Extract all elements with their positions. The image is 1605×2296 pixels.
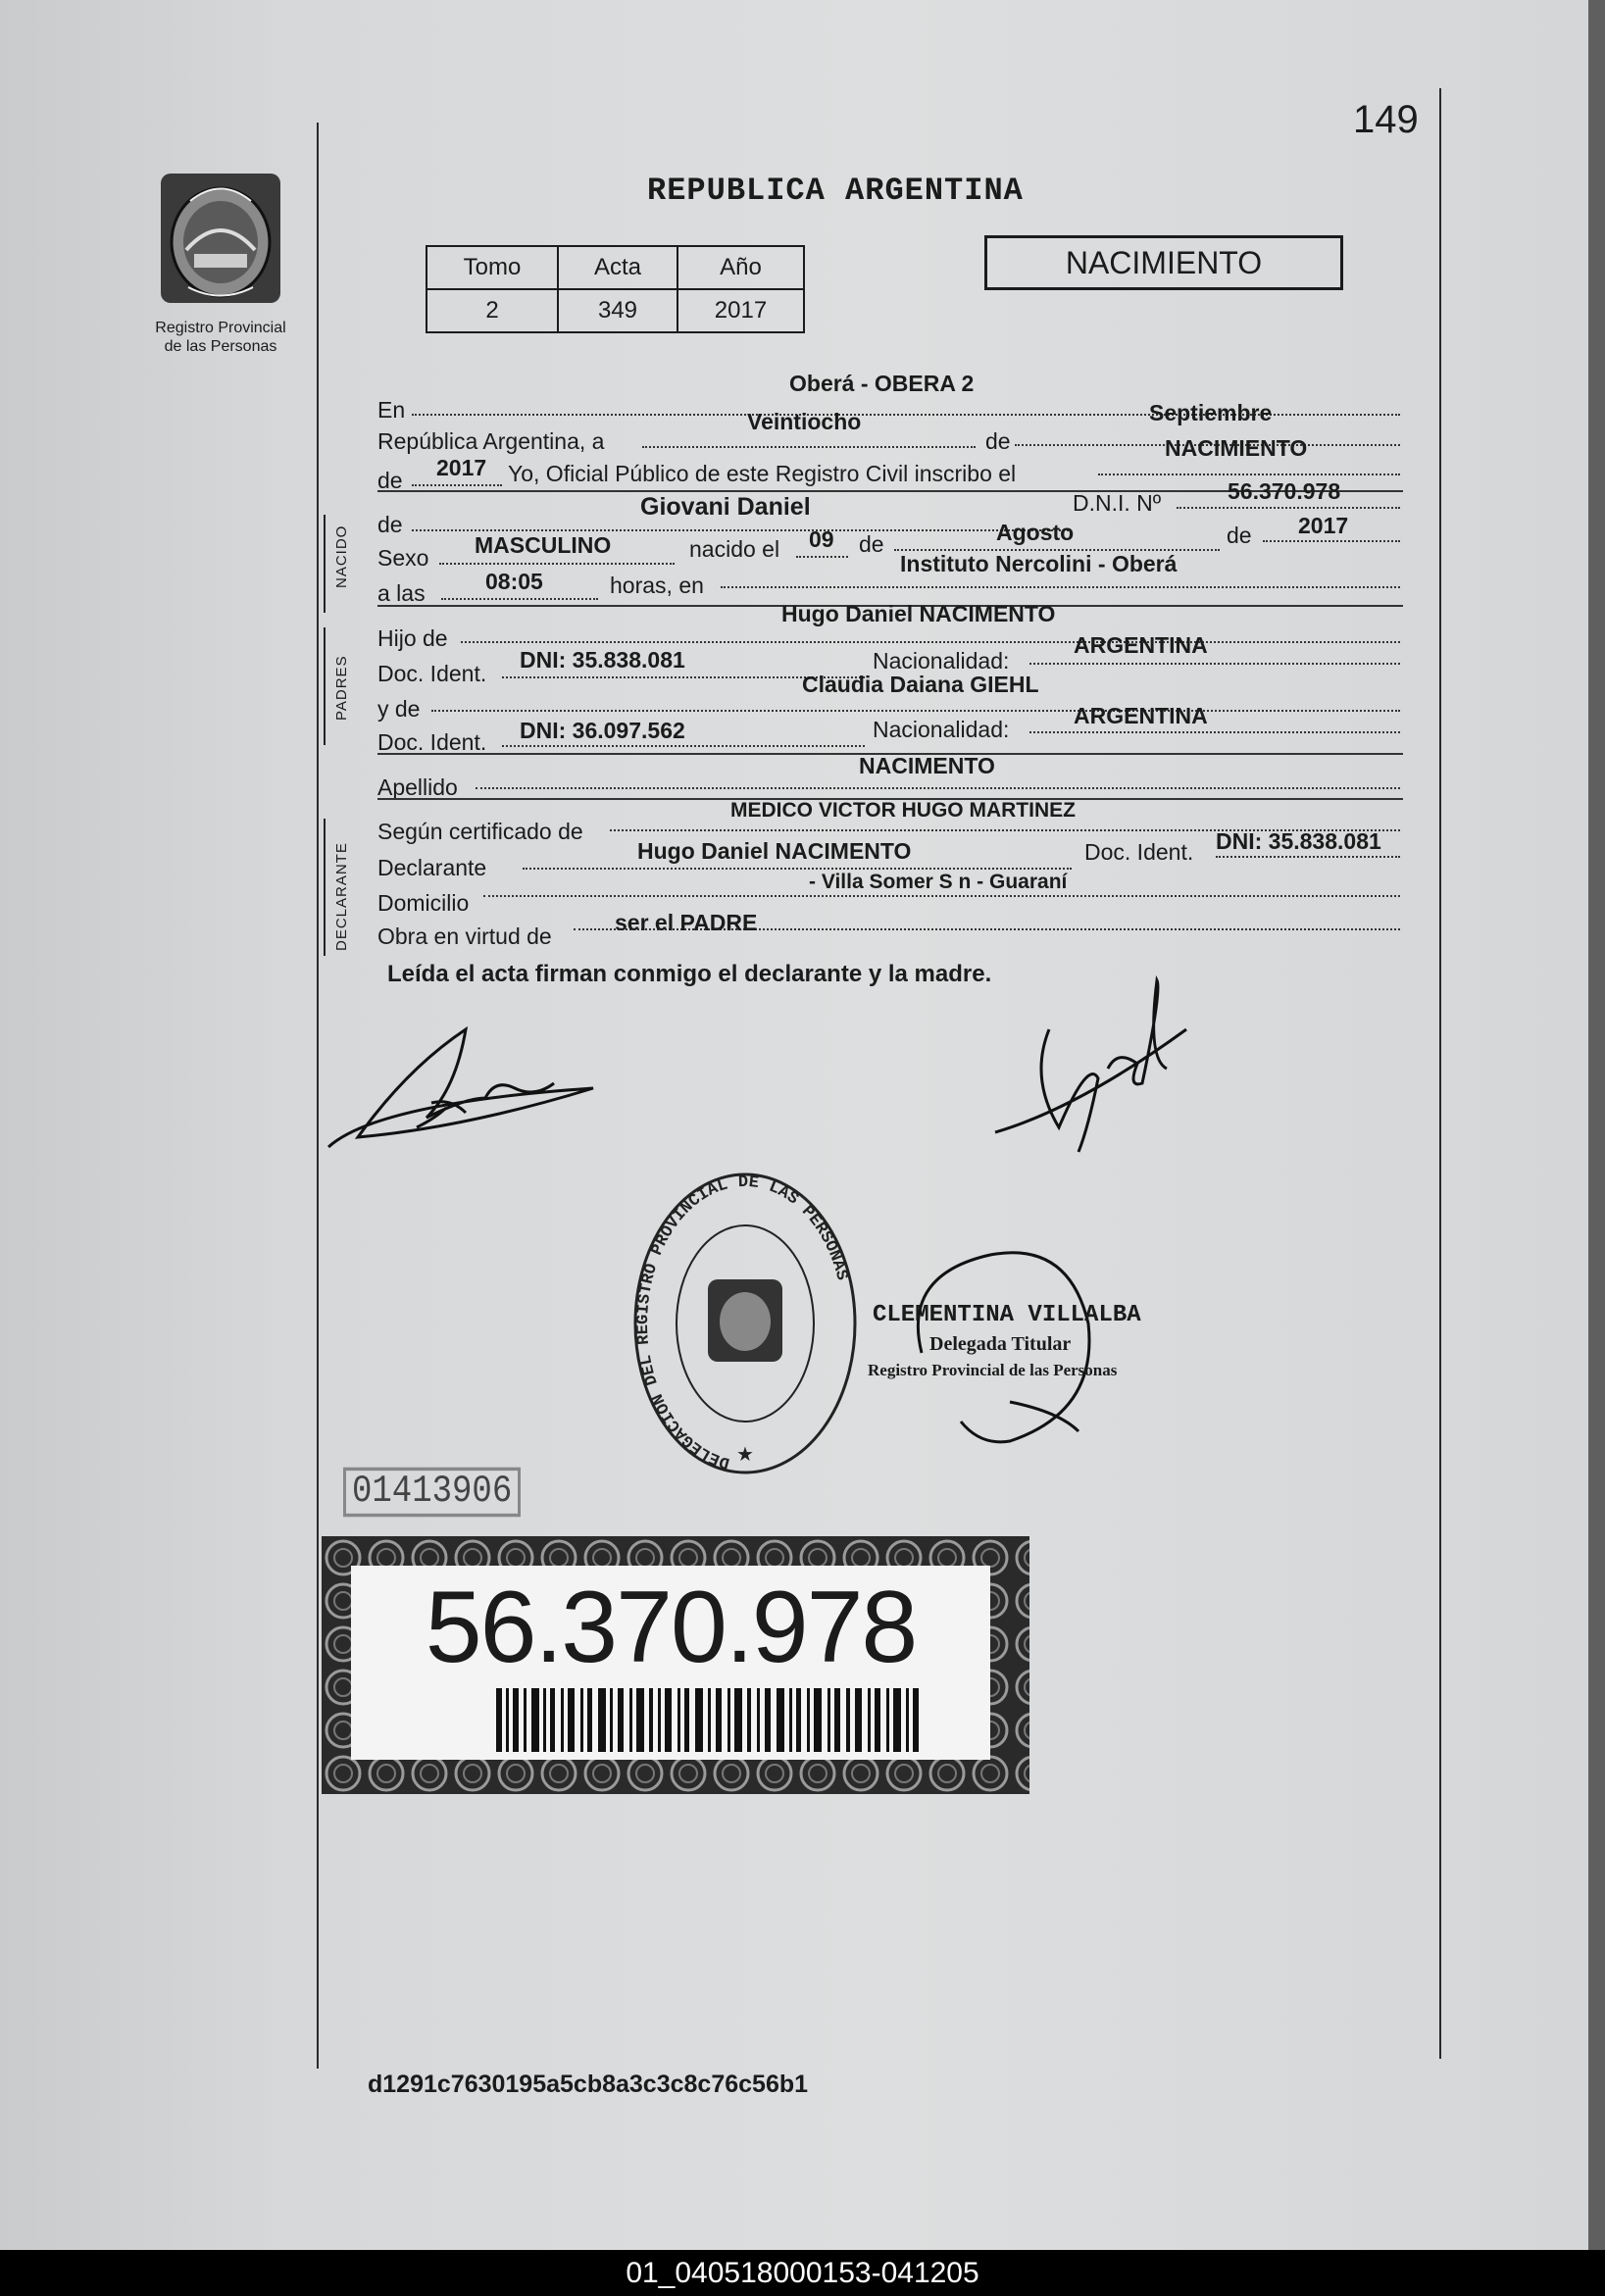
tomo-value: 2 (426, 289, 558, 332)
dotted-line (1098, 474, 1400, 475)
dotted-line (642, 446, 976, 448)
de-label: de (985, 428, 1011, 454)
dotted-line (1029, 731, 1400, 733)
dni-value: 56.370.978 (1228, 478, 1341, 504)
republica-label: República Argentina, a (377, 428, 605, 454)
side-label-padres: PADRES (333, 655, 350, 721)
nombre-label: de (377, 512, 403, 537)
logo-caption (137, 319, 304, 356)
stamp-name: CLEMENTINA VILLALBA (873, 1302, 1141, 1328)
nacido-dia: 09 (809, 526, 834, 552)
doc3-label: Doc. Ident. (1084, 839, 1194, 865)
document-hash: d1291c7630195a5cb8a3c3c8c76c56b1 (368, 2071, 809, 2098)
declarante-label: Declarante (377, 855, 487, 880)
dotted-line (1177, 507, 1400, 509)
declarante-value: Hugo Daniel NACIMENTO (637, 838, 912, 864)
segun-label: Según certificado de (377, 819, 583, 844)
padre-value: Hugo Daniel NACIMENTO (781, 601, 1056, 626)
oficial-text: Yo, Oficial Público de este Registro Civil inscribo el (508, 461, 1017, 486)
nacido-bar (324, 515, 326, 613)
svg-text:★: ★ (736, 1444, 754, 1466)
registry-seal (627, 1167, 863, 1485)
nac1-value: ARGENTINA (1074, 632, 1208, 658)
dotted-line (1216, 856, 1400, 858)
province-logo (157, 172, 284, 309)
horas-label: horas, en (610, 573, 704, 598)
nacido-label: nacido el (689, 536, 780, 562)
en-label: En (377, 397, 406, 423)
nacido-de-label: de (859, 531, 884, 557)
dotted-line (439, 563, 675, 565)
dotted-line (721, 586, 1400, 588)
madre-value: Claudia Daiana GIEHL (802, 672, 1039, 697)
yde-label: y de (377, 696, 421, 722)
stamp-office: Registro Provincial de las Personas (868, 1361, 1118, 1379)
side-label-declarante: DECLARANTE (333, 842, 350, 951)
tomo-label: Tomo (426, 246, 558, 289)
record-type-box: NACIMIENTO (984, 235, 1343, 290)
nombre-value: Giovani Daniel (640, 493, 811, 521)
dotted-line (796, 556, 848, 558)
apellido-label: Apellido (377, 774, 458, 800)
lugar-value: Instituto Nercolini - Oberá (900, 551, 1178, 576)
seal-ring-text: DELEGACION DEL REGISTRO PROVINCIAL DE LAS PERSONAS (633, 1173, 851, 1472)
nac1-label: Nacionalidad: (873, 648, 1010, 674)
hijo-label: Hijo de (377, 625, 448, 651)
dia-value: Veintiocho (747, 409, 862, 434)
dotted-line (523, 868, 1072, 870)
inscribo-value: NACIMIENTO (1165, 435, 1308, 461)
year-value: 2017 (436, 455, 487, 480)
apellido-value: NACIMENTO (859, 753, 995, 778)
country-title: REPUBLICA ARGENTINA (647, 173, 1024, 209)
padres-bar (324, 627, 326, 745)
logo-caption-line-1: Registro Provincial (155, 320, 286, 336)
sexo-value: MASCULINO (475, 532, 612, 558)
nacido-de2-label: de (1227, 523, 1252, 548)
obra-value: ser el PADRE (615, 910, 758, 935)
dotted-line (441, 598, 598, 600)
hora-value: 08:05 (485, 569, 543, 594)
nacido-anio: 2017 (1298, 513, 1349, 538)
acta-label: Acta (558, 246, 677, 289)
barcode-bars (496, 1688, 928, 1752)
official-stamp (863, 1245, 1186, 1461)
acta-value: 349 (558, 289, 677, 332)
nac2-value: ARGENTINA (1074, 703, 1208, 728)
dotted-line (476, 787, 1400, 789)
declarante-bar (324, 819, 326, 956)
dotted-line (431, 710, 1400, 712)
logo-caption-line-2: de las Personas (164, 338, 277, 355)
stamp-title: Delegada Titular (929, 1333, 1072, 1355)
barcode-label (322, 1536, 1029, 1794)
anio-value: 2017 (677, 289, 804, 332)
doc2-value: DNI: 36.097.562 (520, 718, 685, 743)
stamp-code: 01413906 (343, 1468, 521, 1518)
dotted-line (412, 529, 1069, 531)
page-number: 149 (1353, 98, 1419, 141)
nacido-mes: Agosto (996, 520, 1075, 545)
nac2-label: Nacionalidad: (873, 717, 1010, 742)
dotted-line (412, 484, 502, 486)
alas-label: a las (377, 580, 426, 606)
footer-id-strip: 01_040518000153-041205 (0, 2250, 1605, 2296)
declarante-signature (319, 1010, 613, 1162)
en-value: Oberá - OBERA 2 (789, 371, 975, 396)
domicilio-label: Domicilio (377, 890, 470, 916)
de2-label: de (377, 468, 403, 493)
dotted-line (483, 895, 1400, 897)
obra-label: Obra en virtud de (377, 923, 552, 949)
madre-signature (990, 971, 1206, 1162)
tomo-acta-table (426, 245, 805, 333)
dotted-line (502, 745, 865, 747)
dotted-line (461, 641, 1400, 643)
side-label-nacido: NACIDO (333, 524, 350, 588)
right-border-line (1439, 88, 1441, 2059)
mes-value: Septiembre (1149, 400, 1273, 425)
closing-statement: Leída el acta firman conmigo el declarante y la madre. (387, 961, 992, 987)
doc3-value: DNI: 35.838.081 (1216, 828, 1381, 854)
doc1-label: Doc. Ident. (377, 661, 487, 686)
dotted-line (1029, 663, 1400, 665)
dotted-line (1263, 540, 1400, 542)
barcode-number: 56.370.978 (425, 1571, 917, 1684)
anio-label: Año (677, 246, 804, 289)
doc2-label: Doc. Ident. (377, 729, 487, 755)
domicilio-value: - Villa Somer S n - Guaraní (809, 871, 1068, 893)
doc1-value: DNI: 35.838.081 (520, 647, 685, 673)
barcode-panel (351, 1566, 990, 1760)
segun-value: MEDICO VICTOR HUGO MARTINEZ (730, 799, 1076, 822)
dni-label: D.N.I. Nº (1073, 490, 1162, 516)
sexo-label: Sexo (377, 545, 429, 571)
